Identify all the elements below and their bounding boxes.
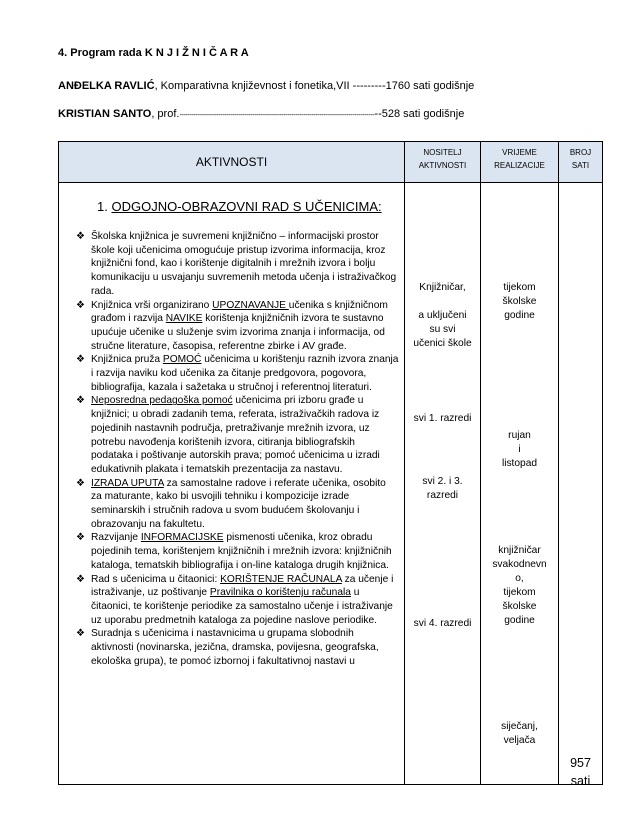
- diamond-bullet-icon: ❖: [76, 532, 85, 544]
- librarian-1-details: , Komparativna književnost i fonetika,VII ---------1760 sati godišnje: [154, 80, 475, 92]
- activity-text: pismenosti učenika, kroz obradu pojedinih tema, korištenjem knjižničnih i mrežnih izvora: knjižničnih kataloga, tematskih bibliografija i on-line kataloga drugih knjižnica.: [91, 532, 392, 571]
- librarian-2-line: [58, 108, 464, 120]
- time-group-3: knjižničar svakodnevn o, tijekom školske godine: [492, 545, 547, 626]
- performer-group-4: svi 4. razredi: [413, 618, 472, 629]
- program-title-prefix: 4. Program rada: [58, 47, 145, 59]
- activity-text: Suradnja s učenicima i nastavnicima u grupama slobodnih aktivnosti (novinarska, jezična, dramska, povijesna, geografska, ekološka grupa), te pomoć izbornoj i fakultativnoj nastavi u: [91, 628, 379, 667]
- activity-emphasis: NAVIKE: [165, 313, 203, 325]
- table-body-row: [59, 183, 603, 785]
- hours-cell: [559, 183, 603, 788]
- activities-cell: [59, 183, 405, 785]
- col-header-time: VRIJEME REALIZACIJE: [481, 142, 559, 183]
- activity-item: [59, 477, 399, 532]
- col-header-hours: BROJ SATI: [559, 142, 603, 183]
- activity-text: Rad s učenicima u čitaonici:: [91, 573, 221, 585]
- activity-emphasis: POMOĆ: [162, 354, 202, 366]
- activity-text: Knjižnica vrši organizirano: [91, 299, 213, 311]
- time-group-4: siječanj, veljača: [501, 721, 538, 746]
- activities-table: [58, 141, 603, 788]
- activity-text: učenicima u korištenju raznih izvora znanja i razvija naviku kod učenika za čitanje predgovora, pogovora, bibliografija, kazala i sažetaka u stručnoj i referentnoj literaturi.: [91, 354, 399, 393]
- activity-emphasis: INFORMACIJSKE: [140, 532, 224, 544]
- activity-item: [59, 573, 399, 628]
- time-cell: [481, 183, 559, 785]
- performer-group-2: svi 1. razredi: [413, 413, 472, 424]
- section-heading: 1. ODGOJNO-OBRAZOVNI RAD S UČENICIMA:: [97, 199, 382, 214]
- activities-list: [59, 230, 399, 669]
- librarian-2-dashes: ------------------------------------------------------------------------------------------------: [179, 112, 375, 119]
- diamond-bullet-icon: ❖: [76, 477, 85, 489]
- activity-text: učenika s knjižničnom građom i razvija: [91, 299, 388, 325]
- program-title: [58, 47, 249, 59]
- col-header-performer: NOSITELJ AKTIVNOSTI: [405, 142, 481, 183]
- table-header-row: [59, 142, 603, 183]
- activity-item: [59, 531, 399, 572]
- activity-emphasis: Neposredna pedagoška pomoć: [91, 395, 233, 407]
- activity-text: Razvijanje: [91, 532, 141, 544]
- librarian-2-title: , prof.: [151, 108, 180, 120]
- col-header-activities: AKTIVNOSTI: [59, 142, 405, 183]
- diamond-bullet-icon: ❖: [76, 354, 85, 366]
- activity-item: [59, 353, 399, 394]
- activity-text: za samostalne radove i referate učenika, osobito za maturante, kako bi usvojili tehniku i kompozicije izrade seminarskih i stručnih radova u svom budućem školovanju i obrazovanju na fakultetu.: [91, 477, 386, 530]
- activity-text: u čitaonici, te korištenje periodike za samostalno učenje i istraživanje uz uporabu predmetnih kataloga za pojedine naslove periodike.: [91, 587, 393, 626]
- activity-item: [59, 299, 399, 354]
- activity-emphasis: IZRADA UPUTA: [91, 477, 164, 489]
- librarian-2-name: KRISTIAN SANTO: [58, 108, 152, 120]
- librarian-1-line: [58, 80, 474, 92]
- activity-text: korištenja knjižničnih izvora te sustavno upućuje učenike u služenje svim izvorima znanja i informacija, od stručne literature, časopisa, referentne zbirke i AV građe.: [91, 313, 385, 352]
- activity-item: [59, 394, 399, 476]
- diamond-bullet-icon: ❖: [76, 231, 85, 242]
- diamond-bullet-icon: ❖: [76, 299, 85, 311]
- diamond-bullet-icon: ❖: [76, 628, 85, 640]
- activity-text: učenicima pri izboru građe u knjižnici; u obradi zadanih tema, referata, istraživačkih radova iz pojedinih nastavnih područja, pretraživanje mrežnih izvora, uz potrebu navođenja korištenih izvora, citiranja bibliografskih podataka i poštivanje autorskih prava; pomoć učenicima u izradi edukativnih plakata i tematskih prezentacija za nastavu.: [91, 395, 380, 475]
- performer-group-3: svi 2. i 3. razredi: [422, 476, 463, 501]
- activity-emphasis: Pravilnika o korištenju računala: [209, 587, 351, 599]
- performer-cell: [405, 183, 481, 785]
- librarian-1-name: ANĐELKA RAVLIĆ: [58, 80, 155, 92]
- activity-emphasis: KORIŠTENJE RAČUNALA: [220, 573, 342, 585]
- activity-text: Knjižnica pruža: [91, 354, 163, 366]
- time-group-2: rujan i listopad: [501, 430, 538, 469]
- activity-emphasis: UPOZNAVANJE: [212, 299, 289, 311]
- diamond-bullet-icon: ❖: [76, 573, 85, 585]
- librarian-2-hours: --528 sati godišnje: [374, 108, 465, 120]
- activity-text: za učenje i istraživanje, uz poštivanje: [91, 573, 394, 599]
- activity-item: [59, 627, 399, 668]
- activity-item: [59, 230, 399, 299]
- program-title-spaced: K N J I Ž N I Č A R A: [144, 47, 249, 59]
- diamond-bullet-icon: ❖: [76, 395, 85, 407]
- total-hours: 957 sati: [570, 756, 591, 788]
- activity-text: Školska knjižnica je suvremeni knjižnično – informacijski prostor škole koji učenicima omogućuje pristup izvorima informacija, kroz knjižnični fond, kao i korištenje digitalnih i mrežnih izvora i bolju komunikaciju u usvajanju suvremenih metoda učenja i istraživačkog rada.: [91, 231, 397, 297]
- time-group-1: tijekom školske godine: [502, 282, 537, 321]
- performer-group-1: Knjižničar, a uključeni su svi učenici škole: [413, 282, 472, 349]
